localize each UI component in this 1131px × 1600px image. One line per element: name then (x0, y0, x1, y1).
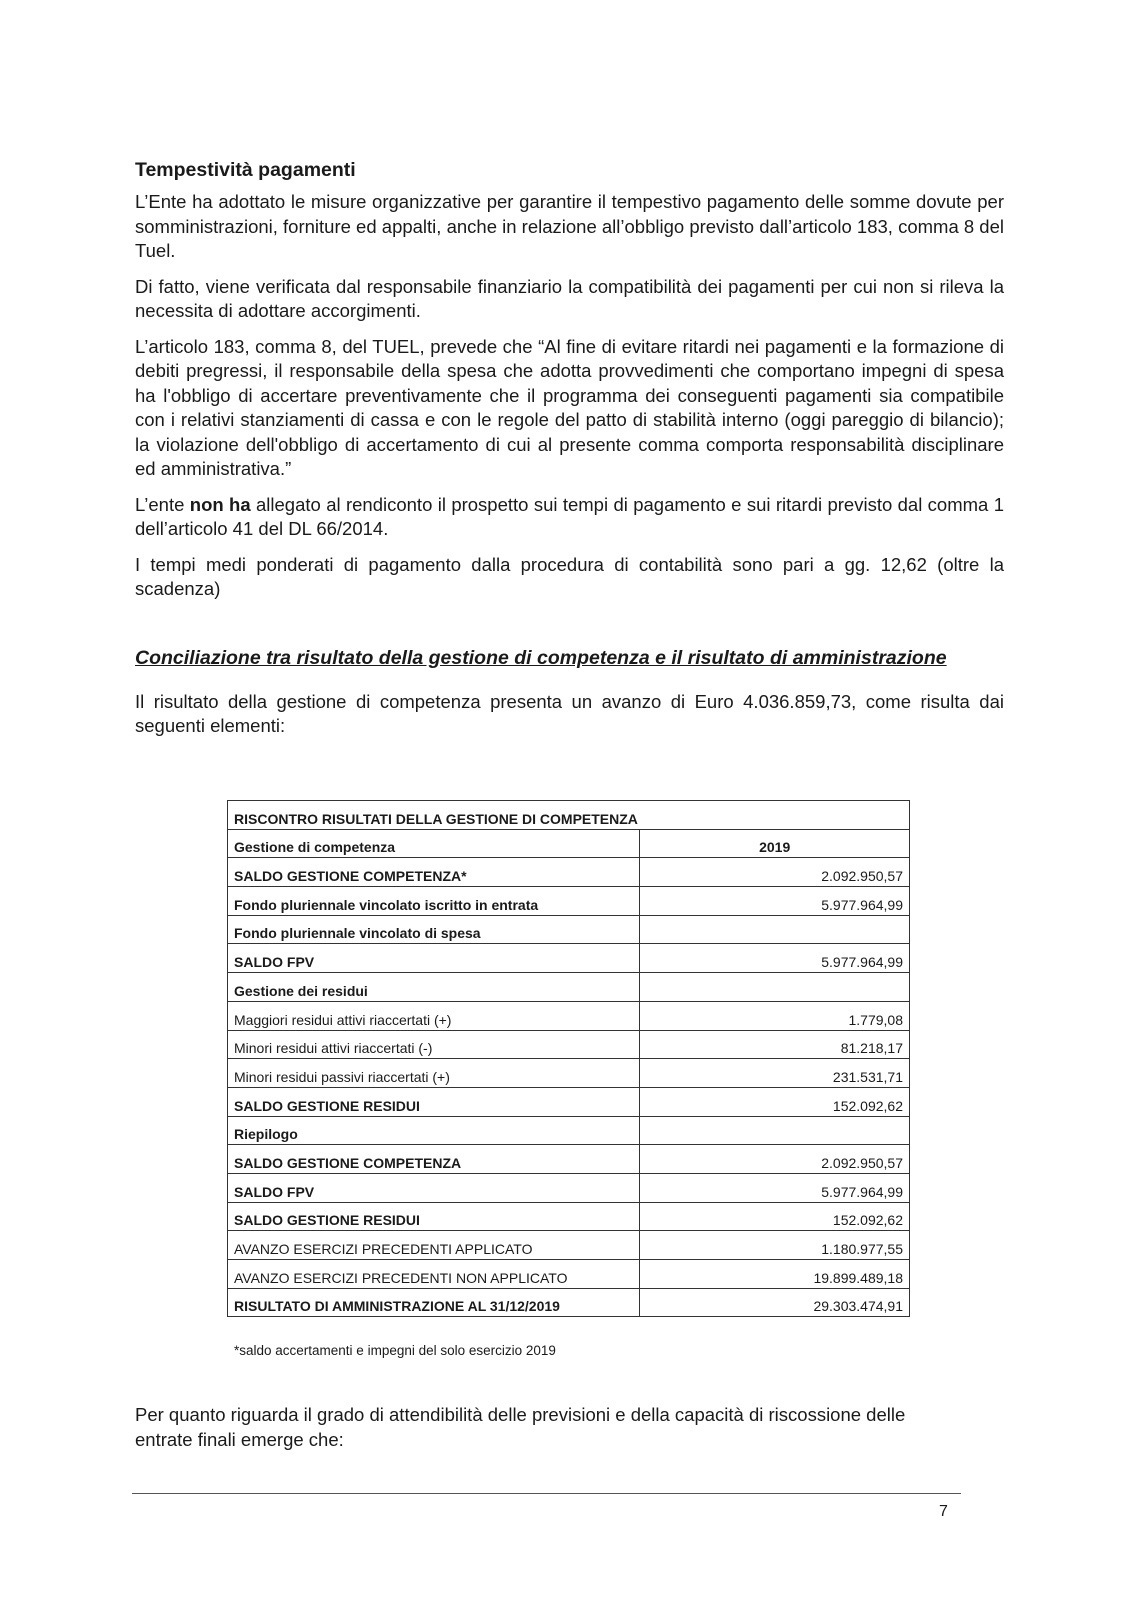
table-row-label: Minori residui attivi riaccertati (-) (228, 1030, 640, 1059)
table-row (228, 1087, 910, 1116)
table-row-value (640, 1116, 910, 1145)
table-row-label: RISULTATO DI AMMINISTRAZIONE AL 31/12/2019 (228, 1288, 640, 1317)
table-row (228, 1116, 910, 1145)
section-title-tempestivita: Tempestività pagamenti (135, 159, 356, 181)
table-row-value: 19.899.489,18 (640, 1260, 910, 1289)
table-row-label: Riepilogo (228, 1116, 640, 1145)
table-row (228, 1173, 910, 1202)
table-row-label: AVANZO ESERCIZI PRECEDENTI APPLICATO (228, 1231, 640, 1260)
paragraph-4-post: allegato al rendiconto il prospetto sui tempi di pagamento e sui ritardi previsto dal comma 1 dell’articolo 41 del DL 66/2014. (135, 493, 1004, 539)
table-row (228, 1288, 910, 1317)
table-row-label: SALDO GESTIONE RESIDUI (228, 1087, 640, 1116)
section-title-conciliazione-wrap (135, 645, 1004, 671)
footer-divider (132, 1493, 961, 1494)
paragraph-2: Di fatto, viene verificata dal responsabile finanziario la compatibilità dei pagamenti per cui non si rileva la necessita di adottare accorgimenti. (135, 275, 1004, 321)
paragraph-4 (135, 493, 1004, 542)
table-row (228, 1030, 910, 1059)
table-row-value: 5.977.964,99 (640, 944, 910, 973)
table-footnote: *saldo accertamenti e impegni del solo esercizio 2019 (234, 1343, 556, 1358)
table-row-value: 152.092,62 (640, 1202, 910, 1231)
table-row (228, 1202, 910, 1231)
table-row-value: 1.779,08 (640, 1001, 910, 1030)
table-row-value: 5.977.964,99 (640, 1173, 910, 1202)
table-row-label: Fondo pluriennale vincolato di spesa (228, 915, 640, 944)
table-row-label: Minori residui passivi riaccertati (+) (228, 1059, 640, 1088)
table-row (228, 915, 910, 944)
paragraph-5: I tempi medi ponderati di pagamento dalla procedura di contabilità sono pari a gg. 12,62 (oltre la scadenza) (135, 553, 1004, 599)
conciliazione-intro: Il risultato della gestione di competenza presenta un avanzo di Euro 4.036.859,73, come risulta dai seguenti elementi: (135, 690, 1004, 736)
page-number: 7 (939, 1503, 948, 1520)
table-header-label: Gestione di competenza (228, 829, 640, 858)
table-row-value: 152.092,62 (640, 1087, 910, 1116)
table-row-label: Gestione dei residui (228, 973, 640, 1002)
paragraph-4-pre: L’ente (135, 493, 190, 515)
table-row (228, 1231, 910, 1260)
table-row-value (640, 915, 910, 944)
table-row-value: 29.303.474,91 (640, 1288, 910, 1317)
paragraph-4-bold: non ha (189, 493, 251, 515)
table-row (228, 1145, 910, 1174)
table-row (228, 1059, 910, 1088)
riscontro-table (227, 800, 910, 1317)
table-row-label: Maggiori residui attivi riaccertati (+) (228, 1001, 640, 1030)
table-header-row (228, 829, 910, 858)
closing-paragraph: Per quanto riguarda il grado di attendibilità delle previsioni e della capacità di riscossione delle entrate finali emerge che: (135, 1404, 906, 1450)
table-row-value: 2.092.950,57 (640, 1145, 910, 1174)
table-row (228, 858, 910, 887)
main-content (135, 157, 1004, 750)
table-row-label: AVANZO ESERCIZI PRECEDENTI NON APPLICATO (228, 1260, 640, 1289)
table-row-label: Fondo pluriennale vincolato iscritto in entrata (228, 887, 640, 916)
table-row-label: SALDO GESTIONE COMPETENZA (228, 1145, 640, 1174)
table-row-label: SALDO FPV (228, 1173, 640, 1202)
table-row-value (640, 973, 910, 1002)
table-row (228, 973, 910, 1002)
table-title: RISCONTRO RISULTATI DELLA GESTIONE DI COMPETENZA (228, 801, 910, 830)
table-row-value: 2.092.950,57 (640, 858, 910, 887)
paragraph-3: L’articolo 183, comma 8, del TUEL, prevede che “Al fine di evitare ritardi nei pagamenti e la formazione di debiti pregressi, il responsabile della spesa che adotta provvedimenti che comportano impegni di spesa ha l'obbligo di accertare preventivamente che il programma dei conseguenti pagamenti sia compatibile con i relativi stanziamenti di cassa e con le regole del patto di stabilità interno (oggi pareggio di bilancio); la violazione dell'obbligo di accertamento di cui al presente comma comporta responsabilità disciplinare ed amministrativa.” (135, 335, 1004, 479)
table-row (228, 1260, 910, 1289)
table-row-label: SALDO FPV (228, 944, 640, 973)
table-header-year: 2019 (640, 829, 910, 858)
table-title-row (228, 801, 910, 830)
table-row-label: SALDO GESTIONE RESIDUI (228, 1202, 640, 1231)
table-row-label: SALDO GESTIONE COMPETENZA* (228, 858, 640, 887)
table-row-value: 5.977.964,99 (640, 887, 910, 916)
table-row-value: 1.180.977,55 (640, 1231, 910, 1260)
table-row-value: 231.531,71 (640, 1059, 910, 1088)
table-row (228, 1001, 910, 1030)
table-row (228, 944, 910, 973)
paragraph-1: L’Ente ha adottato le misure organizzative per garantire il tempestivo pagamento delle somme dovute per somministrazioni, forniture ed appalti, anche in relazione all’obbligo previsto dall’articolo 183, comma 8 del Tuel. (135, 191, 1004, 261)
section-title-conciliazione: Conciliazione tra risultato della gestione di competenza e il risultato di amministrazione (135, 646, 947, 669)
table-row (228, 887, 910, 916)
table-row-value: 81.218,17 (640, 1030, 910, 1059)
